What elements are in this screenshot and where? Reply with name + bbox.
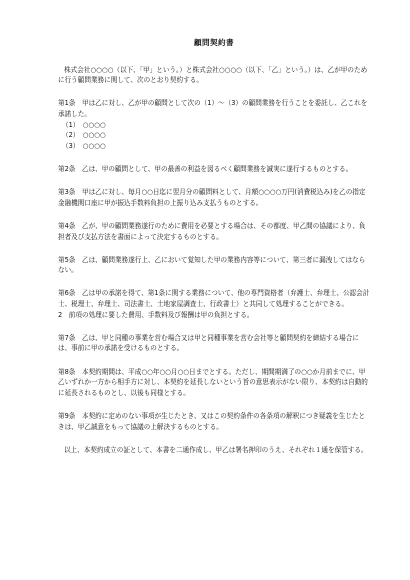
article-2 bbox=[58, 164, 370, 175]
article-text: 乙が、甲の顧問業務遂行のために費用を必要とする場合は、その都度、甲乙間の協議により、負担者及び支払方法を書面によって決定するものとする。 bbox=[58, 221, 366, 241]
article-number: 第7条 bbox=[58, 333, 76, 342]
article-number: 第4条 bbox=[58, 221, 76, 230]
article-text: 乙は、顧問業務遂行上、乙において覚知した甲の業務内容等について、第三者に漏洩してはならない。 bbox=[58, 255, 366, 275]
list-item: （3） ○○○○ bbox=[62, 141, 106, 150]
preamble-paragraph: 株式会社○○○○（以下、「甲」という。）と株式会社○○○○（以下、「乙」という。）は、乙が甲のために行う顧問業務に関して、次のとおり契約する。 bbox=[58, 65, 368, 85]
article-8 bbox=[58, 367, 370, 399]
article-text: 乙は甲の承諾を得て、第1条に関する業務について、他の専門資格者（弁護士、弁理士、公認会計士、税理士、弁理士、司法書士、土地家屋調査士、行政書士）と共同して処理することができる。 bbox=[58, 289, 370, 309]
article-text: 本契約期間は、平成○○年○○月○○日までとする。ただし、期間期満了の○○か月前までに、甲乙いずれか一方から相手方に対し、本契約を延長しないという旨の意思表示がない限り、本契約は自動的に延長されるものとし、以後も同様とする。 bbox=[58, 367, 368, 397]
article-text: 乙は、甲と同種の事業を営む場合又は甲と同種事業を営む会社等と顧問契約を締結する場合には、事前に甲の承諾を受けるものとする。 bbox=[58, 333, 359, 353]
list-item: （1） ○○○○ bbox=[62, 120, 106, 129]
article-number: 第3条 bbox=[58, 188, 76, 197]
article-text: 本契約に定めのない事項が生じたとき、又はこの契約条件の各条項の解釈につき疑義を生じたときは、甲乙誠意をもって協議の上解決するものとする。 bbox=[58, 412, 366, 431]
article-text: 乙は、甲の顧問として、甲の最善の利益を図るべく顧問業務を誠実に遂行するものとする。 bbox=[81, 164, 353, 173]
article-number: 第1条 bbox=[58, 99, 76, 108]
article-number: 第5条 bbox=[58, 255, 76, 264]
article-number: 第8条 bbox=[58, 367, 76, 376]
article-7 bbox=[58, 333, 370, 354]
article-number: 第9条 bbox=[58, 412, 76, 420]
article-6 bbox=[58, 288, 370, 320]
article-text: 甲は乙に対し、毎月○○日迄に翌月分の顧問料として、月額○○○○万円(消費税込み)を乙の指定金融機関口座に甲が振込手数料負担の上振り込み支払うものとする。 bbox=[58, 188, 366, 207]
article-sub-clause: 2 前項の処理に要した費用、手数料及び報酬は甲の負担とする。 bbox=[58, 310, 254, 319]
list-item: （2） ○○○○ bbox=[62, 131, 106, 140]
article-text: 甲は乙に対し、乙が甲の顧問として次の（1）～（3）の顧問業務を行うことを委託し、乙これを承諾した。 bbox=[58, 99, 368, 118]
article-5 bbox=[58, 255, 370, 276]
article-3 bbox=[58, 187, 370, 208]
closing-paragraph: 以上、本契約成立の証として、本書を二通作成し、甲乙は署名押印のうえ、それぞれ１通を保管する。 bbox=[64, 445, 368, 454]
article-number: 第2条 bbox=[58, 164, 76, 173]
article-4 bbox=[58, 221, 370, 242]
article-1 bbox=[58, 98, 370, 151]
article-number: 第6条 bbox=[58, 289, 76, 298]
document-title: 顧問契約書 bbox=[194, 38, 234, 47]
article-9 bbox=[58, 411, 370, 432]
